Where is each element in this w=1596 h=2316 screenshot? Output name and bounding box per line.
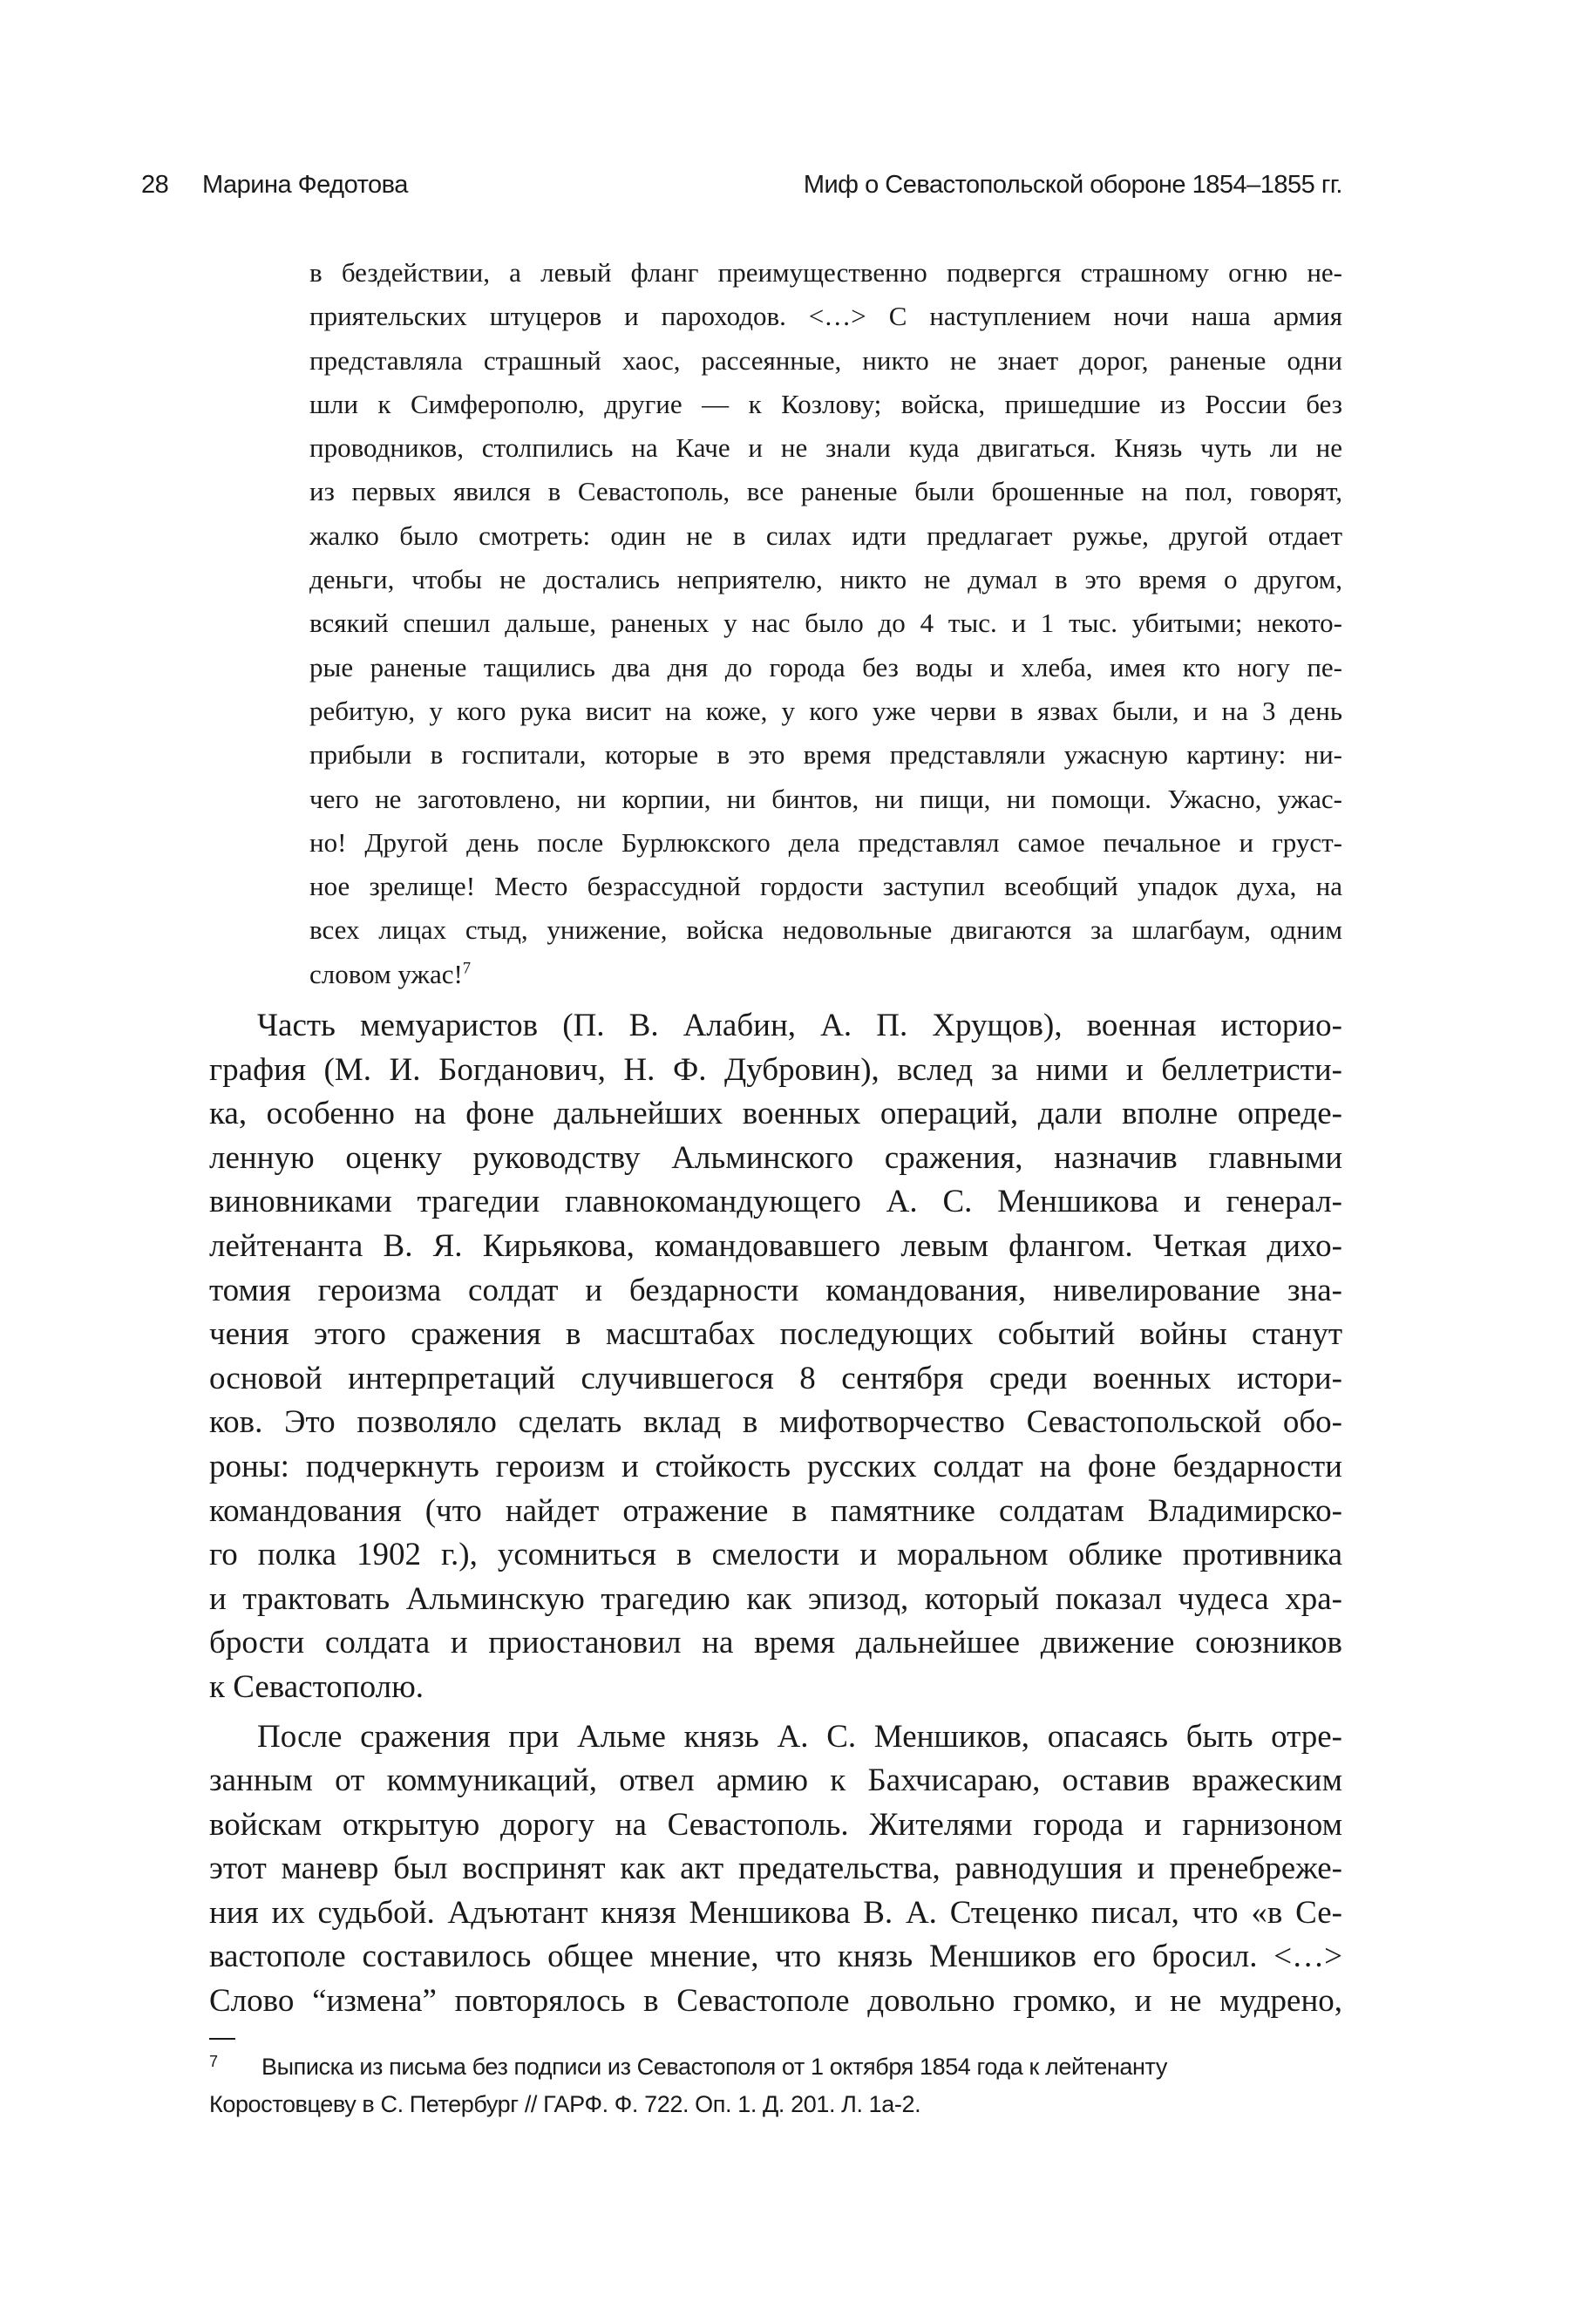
body-text xyxy=(209,1004,1342,2024)
body-line: вастополе составилось общее мнение, что князь Меншиков его бросил. <…> xyxy=(209,1939,1342,1975)
footnote-number: 7 xyxy=(209,2053,218,2070)
body-line: го полка 1902 г.), усомниться в смелости и моральном облике противника xyxy=(209,1537,1342,1573)
body-line: лейтенанта В. Я. Кирьякова, командовавшего левым флангом. Четкая дихо- xyxy=(209,1227,1342,1264)
quote-line: деньги, чтобы не достались неприятелю, никто не думал в это время о другом, xyxy=(309,564,1342,595)
body-line: к Севастополю. xyxy=(209,1668,424,1705)
quote-line: всех лицах стыд, унижение, войска недовольные двигаются за шлагбаум, одним xyxy=(309,914,1342,946)
body-line: графия (М. И. Богданович, Н. Ф. Дубровин), вслед за ними и беллетристи- xyxy=(209,1051,1342,1088)
quote-line: всякий спешил дальше, раненых у нас было до 4 тыс. и 1 тыс. убитыми; некото- xyxy=(309,608,1342,639)
body-line: занным от коммуникаций, отвел армию к Бахчисараю, оставив вражеским xyxy=(209,1762,1342,1799)
body-line: роны: подчеркнуть героизм и стойкость русских солдат на фоне бездарности xyxy=(209,1448,1342,1484)
quote-line: приятельских штуцеров и пароходов. <…> С наступлением ночи наша армия xyxy=(309,301,1342,332)
footnote-line-2: Коростовцеву в С. Петербург // ГАРФ. Ф. 722. Оп. 1. Д. 201. Л. 1а-2. xyxy=(209,2091,921,2117)
body-line: и трактовать Альминскую трагедию как эпизод, который показал чудеса хра- xyxy=(209,1580,1342,1617)
quote-line: но! Другой день после Бурлюкского дела представлял самое печальное и груст- xyxy=(309,826,1342,858)
footnote xyxy=(209,2048,1342,2123)
quote-line: в бездействии, а левый фланг преимущественно подвергся страшному огню не- xyxy=(309,257,1342,288)
body-line: ния их судьбой. Адъютант князя Меншикова В. А. Стеценко писал, что «в Се- xyxy=(209,1894,1342,1931)
quote-line: проводников, столпились на Каче и не знали куда двигаться. Князь чуть ли не xyxy=(309,432,1342,464)
page-number: 28 xyxy=(141,171,169,199)
quote-line-last xyxy=(309,953,1342,996)
body-line: ков. Это позволяло сделать вклад в мифотворчество Севастопольской обо- xyxy=(209,1404,1342,1441)
body-line: После сражения при Альме князь А. С. Меншиков, опасаясь быть отре- xyxy=(257,1718,1342,1755)
quote-line: жалко было смотреть: один не в силах идти предлагает ружье, другой отдает xyxy=(309,520,1342,551)
quote-line: представляла страшный хаос, рассеянные, никто не знает дорог, раненые одни xyxy=(309,344,1342,376)
body-line: томия героизма солдат и бездарности командования, нивелирование зна- xyxy=(209,1272,1342,1308)
quote-line: из первых явился в Севастополь, все раненые были брошенные на пол, говорят, xyxy=(309,476,1342,507)
quote-line: рые раненые тащились два дня до города без воды и хлеба, имея кто ногу пе- xyxy=(309,651,1342,683)
quote-line: шли к Симферополю, другие — к Козлову; войска, пришедшие из России без xyxy=(309,388,1342,419)
footnote-text: Выписка из письма без подписи из Севастополя от 1 октября 1854 года к лейтенанту xyxy=(261,2054,1167,2080)
body-line: чения этого сражения в масштабах последующих событий войны станут xyxy=(209,1316,1342,1353)
body-line: ленную оценку руководству Альминского сражения, назначив главными xyxy=(209,1139,1342,1176)
body-line: Часть мемуаристов (П. В. Алабин, А. П. Хрущов), военная историо- xyxy=(257,1008,1342,1043)
body-line: брости солдата и приостановил на время дальнейшее движение союзников xyxy=(209,1625,1342,1661)
footnote-divider xyxy=(209,2038,235,2040)
block-quote xyxy=(309,251,1342,996)
quote-line: чего не заготовлено, ни корпии, ни бинтов, ни пищи, ни помощи. Ужасно, ужас- xyxy=(309,783,1342,814)
quote-line: ное зрелище! Место безрассудной гордости заступил всеобщий упадок духа, на xyxy=(309,871,1342,902)
quote-line-text: словом ужас! xyxy=(309,958,463,989)
body-line: этот маневр был воспринят как акт предательства, равнодушия и пренебреже- xyxy=(209,1851,1342,1887)
body-line: командования (что найдет отражение в памятнике солдатам Владимирско- xyxy=(209,1492,1342,1529)
header-author: Марина Федотова xyxy=(202,171,408,199)
quote-line: прибыли в госпитали, которые в это время представляли ужасную картину: ни- xyxy=(309,739,1342,771)
body-line: войскам открытую дорогу на Севастополь. Жителями города и гарнизоном xyxy=(209,1806,1342,1843)
header-book-title: Миф о Севастопольской обороне 1854–1855 гг. xyxy=(803,171,1342,199)
body-line: ка, особенно на фоне дальнейших военных операций, дали вполне опреде- xyxy=(209,1096,1342,1132)
footnote-reference[interactable]: 7 xyxy=(462,959,472,978)
body-line: Слово “измена” повторялось в Севастополе довольно громко, и не мудрено, xyxy=(209,1983,1342,2020)
body-line: основой интерпретаций случившегося 8 сентября среди военных истори- xyxy=(209,1360,1342,1396)
paragraph xyxy=(209,1715,1342,2024)
running-header xyxy=(141,171,1342,209)
quote-line: ребитую, у кого рука висит на коже, у кого уже черви в язвах были, и на 3 день xyxy=(309,695,1342,726)
body-line: виновниками трагедии главнокомандующего А. С. Меншикова и генерал- xyxy=(209,1184,1342,1220)
footnote-line-1 xyxy=(209,2048,1342,2086)
paragraph xyxy=(209,1004,1342,1710)
